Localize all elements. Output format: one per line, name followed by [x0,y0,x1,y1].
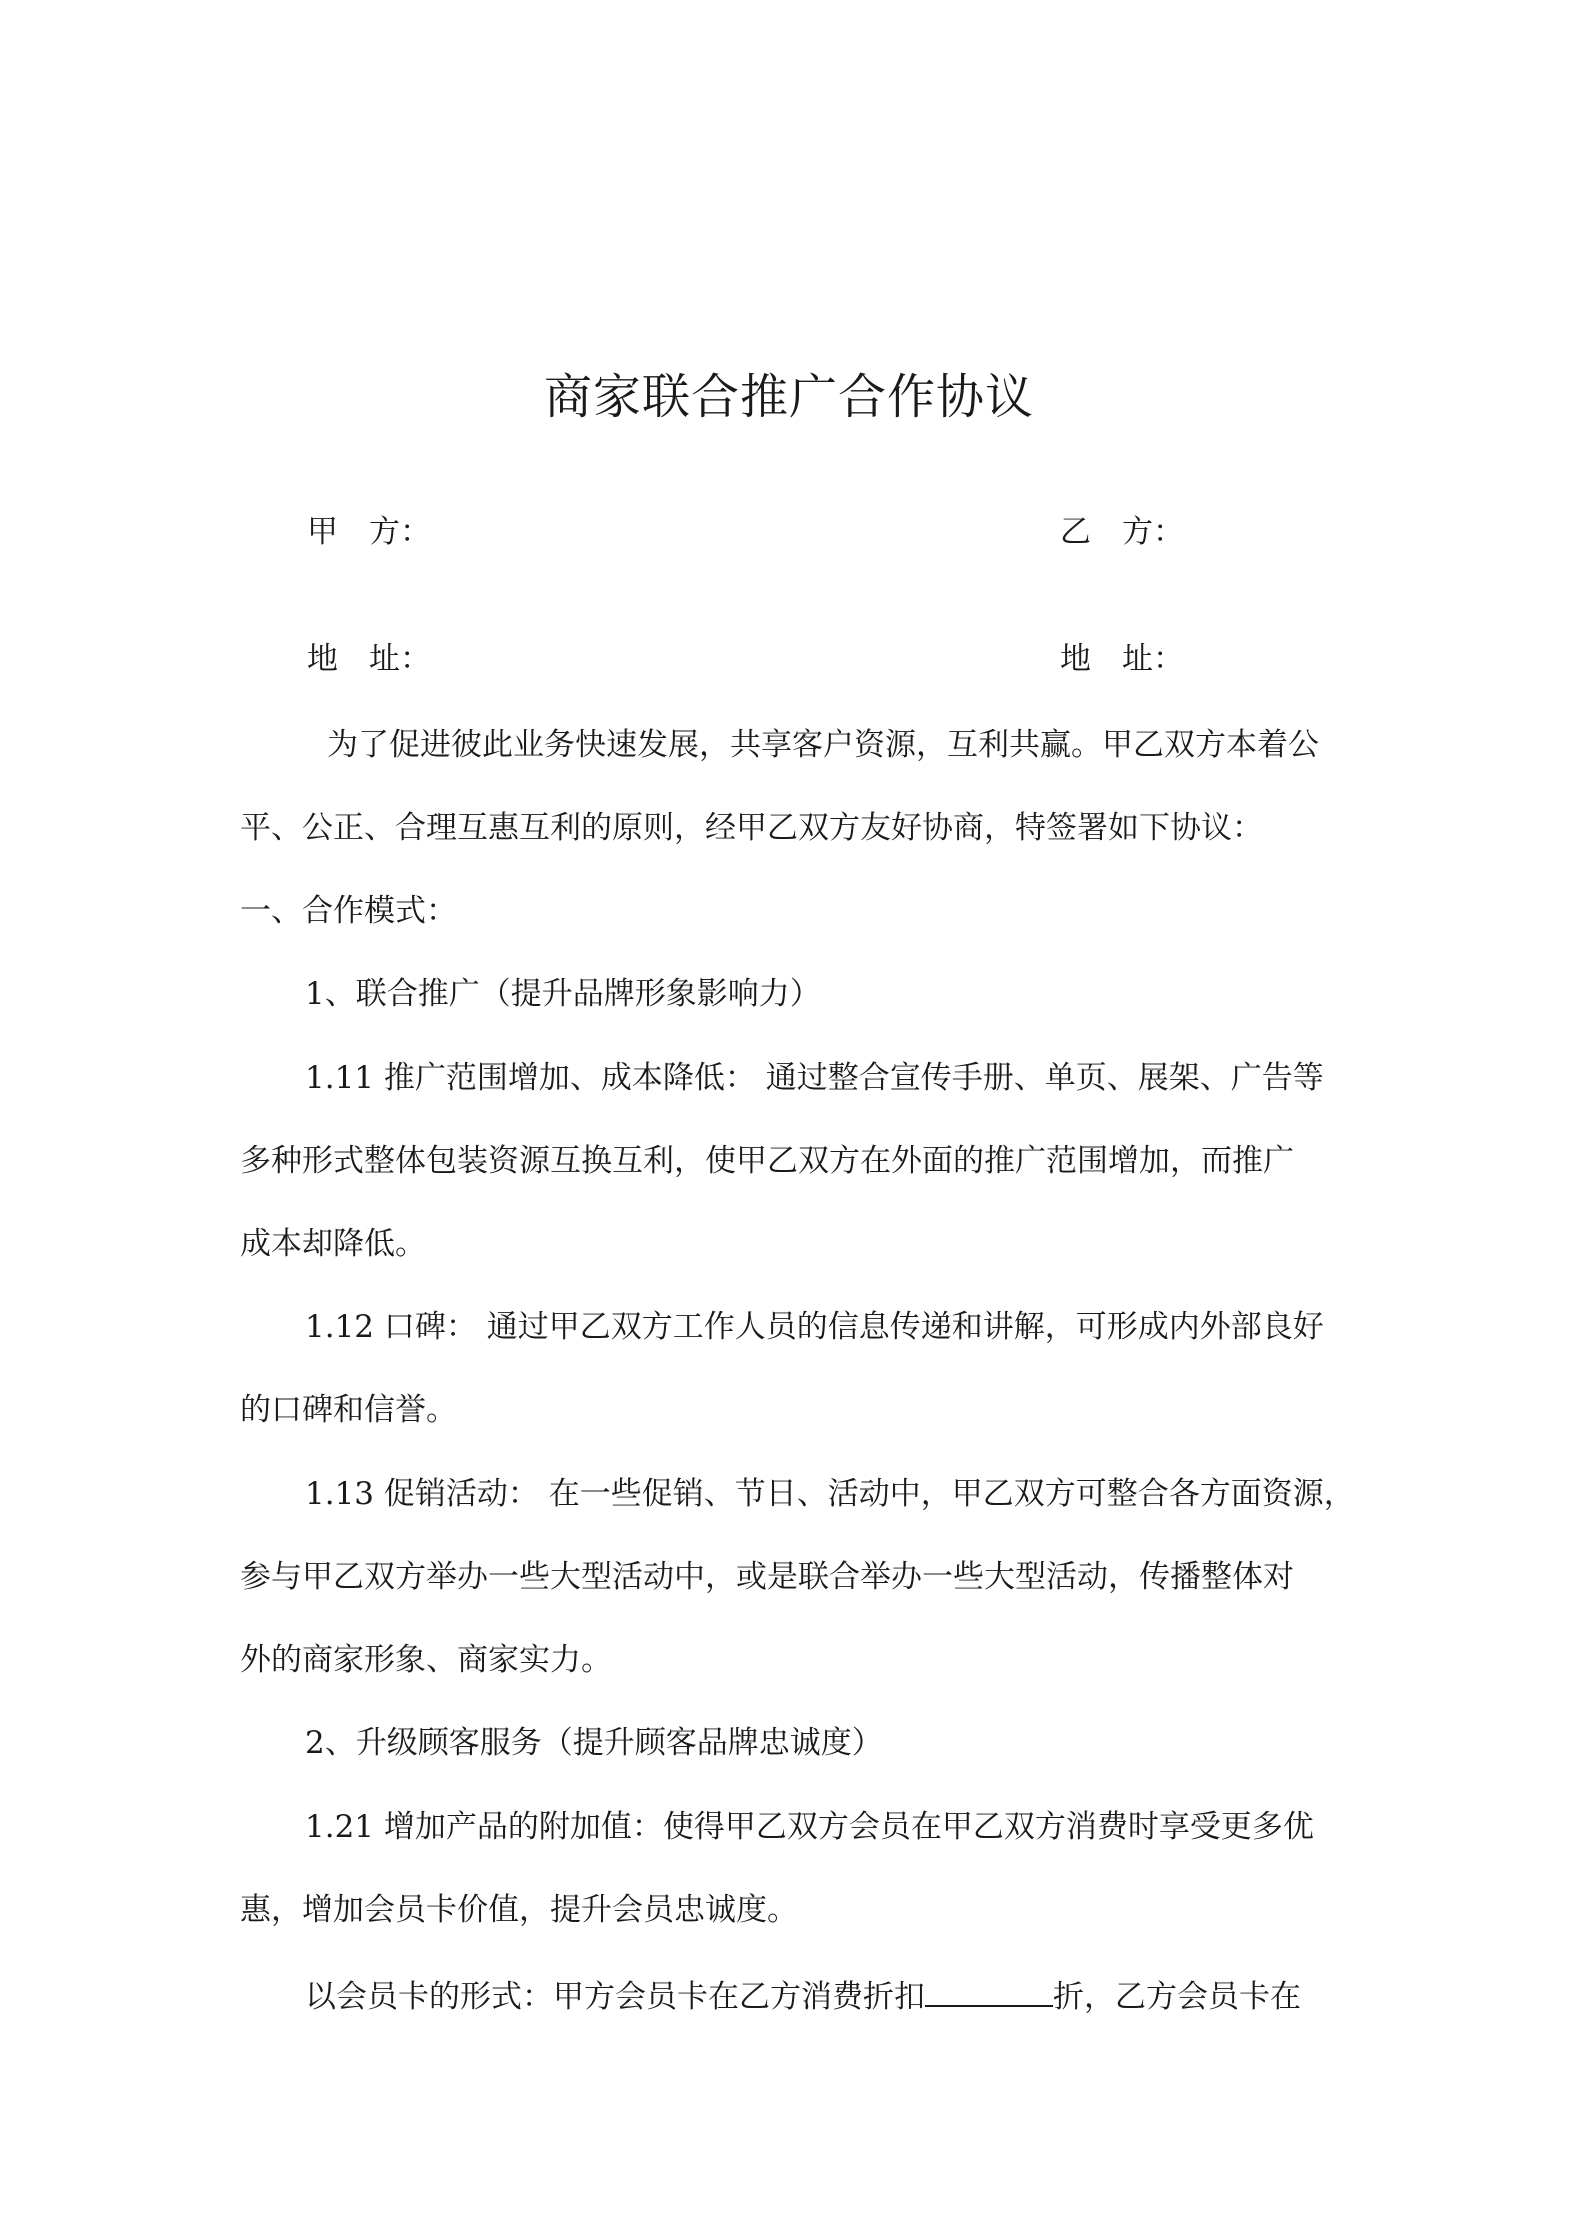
item1-12-line-1: 1.12 口碑： 通过甲乙双方工作人员的信息传递和讲解，可形成内外部良好 [305,1309,1324,1345]
item1-12-line-2: 的口碑和信誉。 [240,1392,457,1428]
party-a-label: 甲 方： [307,514,431,550]
item1-heading: 1、联合推广（提升品牌形象影响力） [305,976,821,1012]
intro-line-1: 为了促进彼此业务快速发展，共享客户资源，互利共赢。甲乙双方本着公 [327,727,1319,763]
item1-13-line-3: 外的商家形象、商家实力。 [240,1642,612,1678]
item1-11-line-1: 1.11 推广范围增加、成本降低： 通过整合宣传手册、单页、展架、广告等 [305,1060,1324,1096]
item1-11-line-2: 多种形式整体包装资源互换互利，使甲乙双方在外面的推广范围增加，而推广 [240,1143,1294,1179]
section1-heading: 一、合作模式： [240,893,457,929]
item1-13-line-1: 1.13 促销活动： 在一些促销、节日、活动中，甲乙双方可整合各方面资源， [305,1476,1355,1512]
party-b-label: 乙 方： [1060,514,1184,550]
item1-21-line-1: 1.21 增加产品的附加值：使得甲乙双方会员在甲乙双方消费时享受更多优 [305,1809,1314,1845]
discount-blank-underline [925,1971,1053,2007]
item1-21-line-2: 惠，增加会员卡价值，提升会员忠诚度。 [240,1892,798,1928]
address-b-label: 地 址： [1060,641,1184,677]
item1-11-line-3: 成本却降低。 [240,1226,426,1262]
intro-line-2: 平、公正、合理互惠互利的原则，经甲乙双方友好协商，特签署如下协议： [240,810,1263,846]
membership-text-part-2: 折，乙方会员卡在 [1053,1979,1301,2015]
membership-line [305,1971,1405,2019]
item2-heading: 2、升级顾客服务（提升顾客品牌忠诚度） [305,1725,883,1761]
membership-text-part-1: 以会员卡的形式：甲方会员卡在乙方消费折扣 [305,1979,925,2015]
document-title: 商家联合推广合作协议 [543,369,1034,425]
address-a-label: 地 址： [307,641,431,677]
item1-13-line-2: 参与甲乙双方举办一些大型活动中，或是联合举办一些大型活动，传播整体对 [240,1559,1294,1595]
